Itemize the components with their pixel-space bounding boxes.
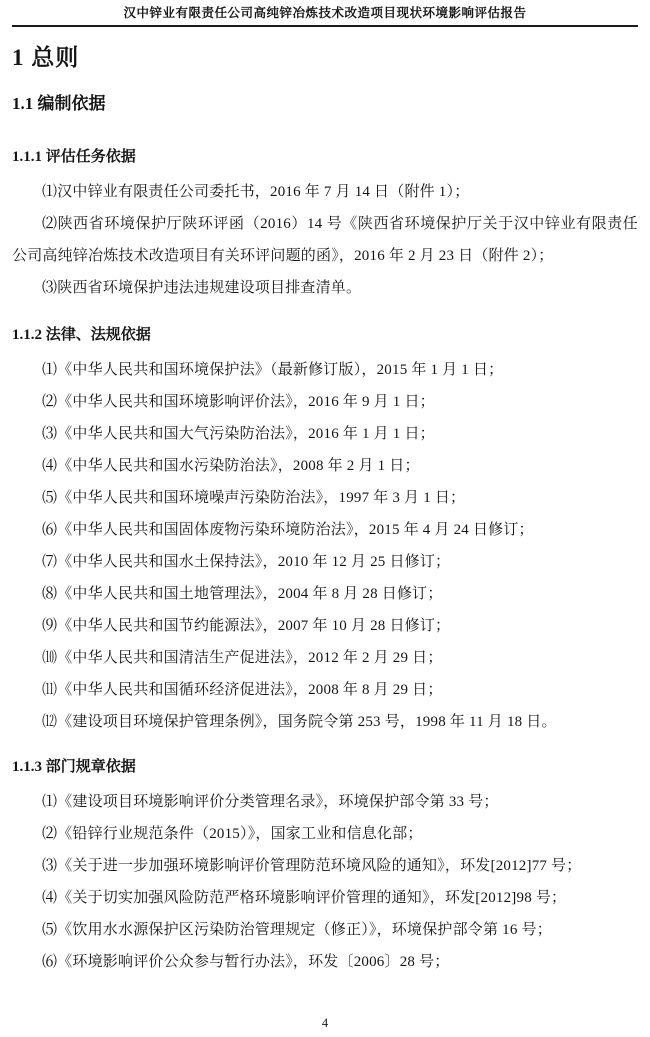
list-item: ⑷《中华人民共和国水污染防治法》，2008 年 2 月 1 日； bbox=[42, 458, 420, 474]
subsection-1-1-1-items bbox=[12, 176, 638, 304]
subsection-heading-1-1-3: 1.1.3 部门规章依据 bbox=[12, 759, 136, 775]
page-number: 4 bbox=[321, 1016, 329, 1030]
list-item: ⑶陕西省环境保护违法违规建设项目排查清单。 bbox=[42, 280, 362, 296]
subsection-1-1-3-items bbox=[12, 786, 638, 978]
running-header-title: 汉中锌业有限责任公司高纯锌冶炼技术改造项目现状环境影响评估报告 bbox=[12, 0, 638, 27]
list-item: ⑵《铅锌行业规范条件（2015）》，国家工业和信息化部； bbox=[42, 826, 423, 842]
list-item: ⑺《中华人民共和国水土保持法》，2010 年 12 月 25 日修订； bbox=[42, 554, 451, 570]
list-item: ⑶《关于进一步加强环境影响评价管理防范环境风险的通知》，环发[2012]77 号； bbox=[42, 858, 582, 874]
list-item: ⑽《中华人民共和国清洁生产促进法》，2012 年 2 月 29 日； bbox=[42, 650, 443, 666]
list-item: ⑴《建设项目环境影响评价分类管理名录》，环境保护部令第 33 号； bbox=[42, 794, 499, 810]
list-item: ⑷《关于切实加强风险防范严格环境影响评价管理的通知》，环发[2012]98 号； bbox=[42, 890, 567, 906]
list-item: ⑹《环境影响评价公众参与暂行办法》，环发〔2006〕28 号； bbox=[42, 954, 450, 970]
list-item: ⑸《饮用水水源保护区污染防治管理规定（修正）》，环境保护部令第 16 号； bbox=[42, 922, 552, 938]
list-item: ⑸《中华人民共和国环境噪声污染防治法》，1997 年 3 月 1 日； bbox=[42, 490, 466, 506]
list-item: ⑿《建设项目环境保护管理条例》，国务院令第 253 号，1998 年 11 月 18 日。 bbox=[42, 714, 557, 730]
list-item: ⑻《中华人民共和国土地管理法》，2004 年 8 月 28 日修订； bbox=[42, 586, 443, 602]
list-item: ⑴汉中锌业有限责任公司委托书，2016 年 7 月 14 日（附件 1）； bbox=[42, 184, 470, 200]
section-heading: 1.1 编制依据 bbox=[12, 94, 106, 113]
subsection-heading-1-1-1: 1.1.1 评估任务依据 bbox=[12, 149, 136, 165]
list-item: ⑹《中华人民共和国固体废物污染环境防治法》，2015 年 4 月 24 日修订； bbox=[42, 522, 534, 538]
list-item: ⑼《中华人民共和国节约能源法》，2007 年 10 月 28 日修订； bbox=[42, 618, 451, 634]
list-item: ⑴《中华人民共和国环境保护法》（最新修订版），2015 年 1 月 1 日； bbox=[42, 362, 504, 378]
subsection-heading-1-1-2: 1.1.2 法律、法规依据 bbox=[12, 327, 151, 343]
list-item: ⑵《中华人民共和国环境影响评价法》，2016 年 9 月 1 日； bbox=[42, 394, 435, 410]
list-item: ⑶《中华人民共和国大气污染防治法》，2016 年 1 月 1 日； bbox=[42, 426, 435, 442]
subsection-1-1-2-items bbox=[12, 354, 638, 738]
chapter-heading: 1 总则 bbox=[12, 45, 80, 70]
list-item: ⑾《中华人民共和国循环经济促进法》，2008 年 8 月 29 日； bbox=[42, 682, 443, 698]
list-item: ⑵陕西省环境保护厅陕环评函（2016）14 号《陕西省环境保护厅关于汉中锌业有限责任公司高纯锌冶炼技术改造项目有关环评问题的函》，2016 年 2 月 23 日（附件 2）； bbox=[12, 216, 638, 264]
